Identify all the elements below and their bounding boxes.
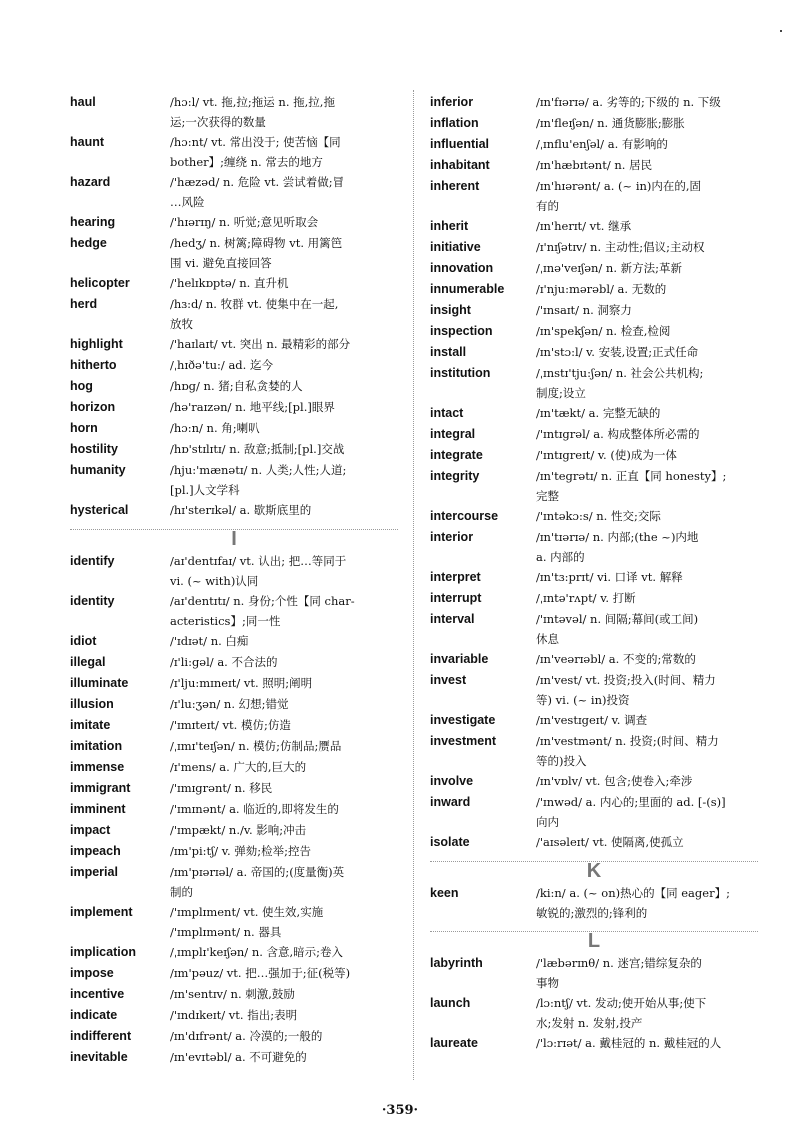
definition: /'hæzəd/ n. 危险 vt. 尝试着做;冒 …风险 — [170, 175, 345, 209]
dictionary-entry — [70, 376, 398, 397]
dictionary-entry — [70, 778, 398, 799]
section-letter — [430, 853, 758, 883]
dictionary-entry — [430, 883, 758, 923]
headword: impact — [70, 823, 111, 837]
dictionary-entry — [70, 902, 398, 942]
definition: /ɪ'mens/ a. 广大的,巨大的 — [170, 760, 307, 774]
headword: interior — [430, 530, 474, 544]
dictionary-entry — [70, 757, 398, 778]
headword: immense — [70, 760, 125, 774]
dictionary-entry — [430, 670, 758, 710]
definition: /ɪn'vest/ vt. 投资;投入(时间、精力 等) vi. (~ in)投资 — [536, 673, 716, 707]
dictionary-entry — [70, 439, 398, 460]
headword: integrity — [430, 469, 480, 483]
definition: /ˌɪnstɪ'tju:ʃən/ n. 社会公共机构; 制度;设立 — [536, 366, 704, 400]
dictionary-entry — [430, 832, 758, 853]
definition: /ɪn'tegrətɪ/ n. 正直【同 honesty】; 完整 — [536, 469, 727, 503]
headword: innovation — [430, 261, 494, 275]
dictionary-entry — [430, 771, 758, 792]
definition: /ɪn'tɪərɪə/ n. 内部;(the ~)内地 a. 内部的 — [536, 530, 699, 564]
headword: highlight — [70, 337, 123, 351]
definition: /'ɪmplɪment/ vt. 使生效,实施 /'ɪmplɪmənt/ n. 器具 — [170, 905, 324, 939]
definition: /'ɪntəkɔ:s/ n. 性交;交际 — [536, 509, 661, 523]
dictionary-entry — [430, 649, 758, 670]
headword: inferior — [430, 95, 474, 109]
dictionary-entry — [430, 588, 758, 609]
headword: immigrant — [70, 781, 131, 795]
headword: inherent — [430, 179, 480, 193]
column-divider — [413, 90, 414, 1080]
definition: /'ɪnwəd/ a. 内心的;里面的 ad. [-(s)] 向内 — [536, 795, 726, 829]
dictionary-entry — [430, 424, 758, 445]
headword: indicate — [70, 1008, 118, 1022]
headword: install — [430, 345, 467, 359]
headword: inward — [430, 795, 471, 809]
definition: /ˌɪntə'rʌpt/ v. 打断 — [536, 591, 636, 605]
dictionary-entry — [70, 294, 398, 334]
definition: /hɔ:l/ vt. 拖,拉;拖运 n. 拖,拉,拖 运;一次获得的数量 — [170, 95, 335, 129]
definition: /'lɔ:rɪət/ a. 戴桂冠的 n. 戴桂冠的人 — [536, 1036, 722, 1050]
definition: /hɒg/ n. 猪;自私贪婪的人 — [170, 379, 303, 393]
definition: /ɪn'dɪfrənt/ a. 冷漠的;一般的 — [170, 1029, 323, 1043]
definition: /'læbərɪnθ/ n. 迷宫;错综复杂的 事物 — [536, 956, 702, 990]
dictionary-entry — [70, 820, 398, 841]
headword: idiot — [70, 634, 97, 648]
headword: hitherto — [70, 358, 117, 372]
dictionary-entry — [70, 715, 398, 736]
definition: /ˌɪnə'veɪʃən/ n. 新方法;革新 — [536, 261, 683, 275]
dictionary-entry — [430, 237, 758, 258]
headword: imminent — [70, 802, 126, 816]
headword: inspection — [430, 324, 493, 338]
headword: impeach — [70, 844, 121, 858]
definition: /ɪn'fɪərɪə/ a. 劣等的;下级的 n. 下级 — [536, 95, 721, 109]
headword: institution — [430, 366, 491, 380]
headword: laureate — [430, 1036, 478, 1050]
definition: /'ɪmɪgrənt/ n. 移民 — [170, 781, 273, 795]
definition: /'ɪnsaɪt/ n. 洞察力 — [536, 303, 632, 317]
dictionary-entry — [430, 300, 758, 321]
dictionary-entry — [430, 155, 758, 176]
dictionary-entry — [430, 993, 758, 1033]
definition: /ɪm'pɪərɪəl/ a. 帝国的;(度量衡)英 制的 — [170, 865, 345, 899]
headword: hostility — [70, 442, 118, 456]
definition: /hə'raɪzən/ n. 地平线;[pl.]眼界 — [170, 400, 335, 414]
headword: interrupt — [430, 591, 482, 605]
dictionary-entry — [430, 216, 758, 237]
definition: /hɪ'sterɪkəl/ a. 歇斯底里的 — [170, 503, 312, 517]
section-letter-label: K — [586, 859, 602, 882]
definition: /ɪn'hɪərənt/ a. (~ in)内在的,固 有的 — [536, 179, 702, 213]
definition: /ɪn'vestmənt/ n. 投资;(时间、精力 等的)投入 — [536, 734, 719, 768]
definition: /hɔ:nt/ vt. 常出没于; 使苦恼【同 bother】;缠绕 n. 常去的地方 — [170, 135, 341, 169]
dictionary-entry — [430, 792, 758, 832]
dictionary-entry — [70, 212, 398, 233]
headword: investment — [430, 734, 496, 748]
definition: /ɪm'pəuz/ vt. 把…强加于;征(税等) — [170, 966, 351, 980]
headword: implication — [70, 945, 136, 959]
section-letter-label: I — [231, 527, 237, 550]
dictionary-entry — [70, 631, 398, 652]
headword: inflation — [430, 116, 479, 130]
dictionary-entry — [430, 176, 758, 216]
dictionary-entry — [70, 652, 398, 673]
definition: /'ɪmɪnənt/ a. 临近的,即将发生的 — [170, 802, 339, 816]
definition: /lɔ:ntʃ/ vt. 发动;使开始从事;使下 水;发射 n. 发射,投产 — [536, 996, 707, 1030]
definition: /ki:n/ a. (~ on)热心的【同 eager】; 敏锐的;激烈的;锋利的 — [536, 886, 730, 920]
dictionary-entry — [70, 942, 398, 963]
definition: /ɪn'tækt/ a. 完整无缺的 — [536, 406, 661, 420]
headword: illuminate — [70, 676, 129, 690]
section-letter-label: L — [587, 929, 601, 952]
definition: /'ɪntɪgrəl/ a. 构成整体所必需的 — [536, 427, 700, 441]
section-letter — [70, 521, 398, 551]
definition: /hedʒ/ n. 树篱;障碍物 vt. 用篱笆 围 vi. 避免直接回答 — [170, 236, 343, 270]
dictionary-entry — [430, 609, 758, 649]
dictionary-entry — [70, 92, 398, 132]
dictionary-entry — [430, 92, 758, 113]
headword: involve — [430, 774, 474, 788]
dictionary-entry — [430, 342, 758, 363]
headword: hearing — [70, 215, 116, 229]
dictionary-entry — [70, 172, 398, 212]
definition: /hɜ:d/ n. 牧群 vt. 使集中在一起, 放牧 — [170, 297, 339, 331]
dictionary-entry — [430, 527, 758, 567]
dictionary-entry — [430, 731, 758, 771]
dictionary-entry — [70, 460, 398, 500]
headword: imitate — [70, 718, 111, 732]
definition: /'ɪmɪteɪt/ vt. 模仿;仿造 — [170, 718, 291, 732]
headword: interpret — [430, 570, 481, 584]
headword: hysterical — [70, 503, 129, 517]
headword: horizon — [70, 400, 116, 414]
definition: /ɪn'herɪt/ vt. 继承 — [536, 219, 632, 233]
dictionary-entry — [70, 799, 398, 820]
definition: /aɪ'dentɪtɪ/ n. 身份;个性【同 char- acteristics】;同一性 — [170, 594, 355, 628]
headword: invariable — [430, 652, 489, 666]
headword: impose — [70, 966, 114, 980]
definition: /ˌɪnflu'enʃəl/ a. 有影响的 — [536, 137, 668, 151]
headword: imitation — [70, 739, 123, 753]
headword: labyrinth — [430, 956, 483, 970]
headword: hedge — [70, 236, 107, 250]
dictionary-entry — [70, 963, 398, 984]
headword: intercourse — [430, 509, 499, 523]
headword: incentive — [70, 987, 125, 1001]
headword: illegal — [70, 655, 106, 669]
dictionary-entry — [430, 953, 758, 993]
dictionary-entry — [70, 233, 398, 273]
definition: /ɪn'evɪtəbl/ a. 不可避免的 — [170, 1050, 307, 1064]
headword: indifferent — [70, 1029, 132, 1043]
headword: haunt — [70, 135, 105, 149]
dictionary-entry — [70, 673, 398, 694]
section-letter — [430, 923, 758, 953]
page-number: ·359· — [381, 1103, 419, 1118]
dictionary-entry — [430, 113, 758, 134]
definition: /ɪ'lju:mɪneɪt/ vt. 照明;阐明 — [170, 676, 313, 690]
definition: /'haɪlaɪt/ vt. 突出 n. 最精彩的部分 — [170, 337, 351, 351]
headword: illusion — [70, 697, 114, 711]
right-column — [430, 92, 758, 1054]
headword: horn — [70, 421, 98, 435]
headword: inhabitant — [430, 158, 490, 172]
headword: investigate — [430, 713, 496, 727]
headword: helicopter — [70, 276, 130, 290]
headword: inevitable — [70, 1050, 128, 1064]
definition: /ˌhɪðə'tu:/ ad. 迄今 — [170, 358, 273, 372]
definition: /ɪn'vɒlv/ vt. 包含;使卷入;牵涉 — [536, 774, 693, 788]
dictionary-entry — [430, 134, 758, 155]
definition: /ɪn'veərɪəbl/ a. 不变的;常数的 — [536, 652, 696, 666]
definition: /ɪn'spekʃən/ n. 检查,检阅 — [536, 324, 671, 338]
dictionary-entry — [70, 1026, 398, 1047]
headword: imperial — [70, 865, 118, 879]
headword: invest — [430, 673, 467, 687]
definition: /hɒ'stɪlɪtɪ/ n. 敌意;抵制;[pl.]交战 — [170, 442, 345, 456]
dictionary-entry — [70, 418, 398, 439]
definition: /ɪ'li:gəl/ a. 不合法的 — [170, 655, 278, 669]
dictionary-entry — [70, 500, 398, 521]
headword: identify — [70, 554, 115, 568]
definition: /ɪm'pi:tʃ/ v. 弹劾;检举;控告 — [170, 844, 311, 858]
definition: /ɪ'nju:mərəbl/ a. 无数的 — [536, 282, 667, 296]
dictionary-entry — [430, 258, 758, 279]
dictionary-entry — [70, 1047, 398, 1068]
dictionary-entry — [70, 862, 398, 902]
headword: identity — [70, 594, 115, 608]
headword: integral — [430, 427, 476, 441]
dictionary-entry — [430, 567, 758, 588]
headword: influential — [430, 137, 490, 151]
headword: insight — [430, 303, 471, 317]
definition: /ɪn'hæbɪtənt/ n. 居民 — [536, 158, 653, 172]
dictionary-entry — [70, 355, 398, 376]
dictionary-entry — [70, 273, 398, 294]
definition: /ɪn'fleɪʃən/ n. 通货膨胀;膨胀 — [536, 116, 685, 130]
headword: herd — [70, 297, 98, 311]
headword: haul — [70, 95, 96, 109]
headword: isolate — [430, 835, 470, 849]
headword: implement — [70, 905, 133, 919]
dictionary-entry — [430, 321, 758, 342]
dictionary-entry — [430, 279, 758, 300]
definition: /'ɪndɪkeɪt/ vt. 指出;表明 — [170, 1008, 298, 1022]
dictionary-entry — [70, 694, 398, 715]
dictionary-entry — [430, 363, 758, 403]
dictionary-entry — [70, 736, 398, 757]
definition: /aɪ'dentɪfaɪ/ vt. 认出; 把…等同于 vi. (~ with)认同 — [170, 554, 347, 588]
definition: /ɪn'stɔ:l/ v. 安装,设置;正式任命 — [536, 345, 699, 359]
dictionary-entry — [430, 466, 758, 506]
headword: initiative — [430, 240, 481, 254]
headword: hog — [70, 379, 93, 393]
definition: /'aɪsəleɪt/ vt. 使隔离,使孤立 — [536, 835, 684, 849]
dictionary-entry — [70, 334, 398, 355]
dictionary-entry — [70, 1005, 398, 1026]
dictionary-entry — [70, 397, 398, 418]
definition: /'helɪkɒptə/ n. 直升机 — [170, 276, 289, 290]
left-column — [70, 92, 398, 1068]
definition: /'ɪdɪət/ n. 白痴 — [170, 634, 249, 648]
dictionary-entry — [70, 591, 398, 631]
dictionary-entry — [70, 841, 398, 862]
headword: interval — [430, 612, 475, 626]
definition: /'hɪərɪŋ/ n. 听觉;意见听取会 — [170, 215, 319, 229]
headword: launch — [430, 996, 471, 1010]
definition: /hju:'mænətɪ/ n. 人类;人性;人道; [pl.]人文学科 — [170, 463, 347, 497]
definition: /'ɪntɪgreɪt/ v. (使)成为一体 — [536, 448, 677, 462]
corner-mark — [780, 30, 782, 32]
dictionary-entry — [430, 710, 758, 731]
dictionary-entry — [70, 551, 398, 591]
headword: keen — [430, 886, 459, 900]
dictionary-entry — [430, 1033, 758, 1054]
headword: innumerable — [430, 282, 505, 296]
definition: /ˌɪmplɪ'keɪʃən/ n. 含意,暗示;卷入 — [170, 945, 344, 959]
definition: /ɪn'vestɪgeɪt/ v. 调查 — [536, 713, 648, 727]
definition: /ɪ'lu:ʒən/ n. 幻想;错觉 — [170, 697, 289, 711]
dictionary-entry — [70, 984, 398, 1005]
dictionary-entry — [430, 403, 758, 424]
headword: inherit — [430, 219, 469, 233]
headword: hazard — [70, 175, 111, 189]
definition: /ɪn'sentɪv/ n. 刺激,鼓励 — [170, 987, 295, 1001]
headword: integrate — [430, 448, 483, 462]
definition: /'ɪmpækt/ n./v. 影响;冲击 — [170, 823, 307, 837]
dictionary-entry — [70, 132, 398, 172]
headword: humanity — [70, 463, 126, 477]
definition: /hɔ:n/ n. 角;喇叭 — [170, 421, 260, 435]
definition: /'ɪntəvəl/ n. 间隔;幕间(或工间) 休息 — [536, 612, 699, 646]
dictionary-entry — [430, 506, 758, 527]
headword: intact — [430, 406, 464, 420]
definition: /ˌɪmɪ'teɪʃən/ n. 模仿;仿制品;赝品 — [170, 739, 342, 753]
definition: /ɪ'nɪʃətɪv/ n. 主动性;倡议;主动权 — [536, 240, 705, 254]
definition: /ɪn'tɜ:prɪt/ vi. 口译 vt. 解释 — [536, 570, 683, 584]
dictionary-entry — [430, 445, 758, 466]
